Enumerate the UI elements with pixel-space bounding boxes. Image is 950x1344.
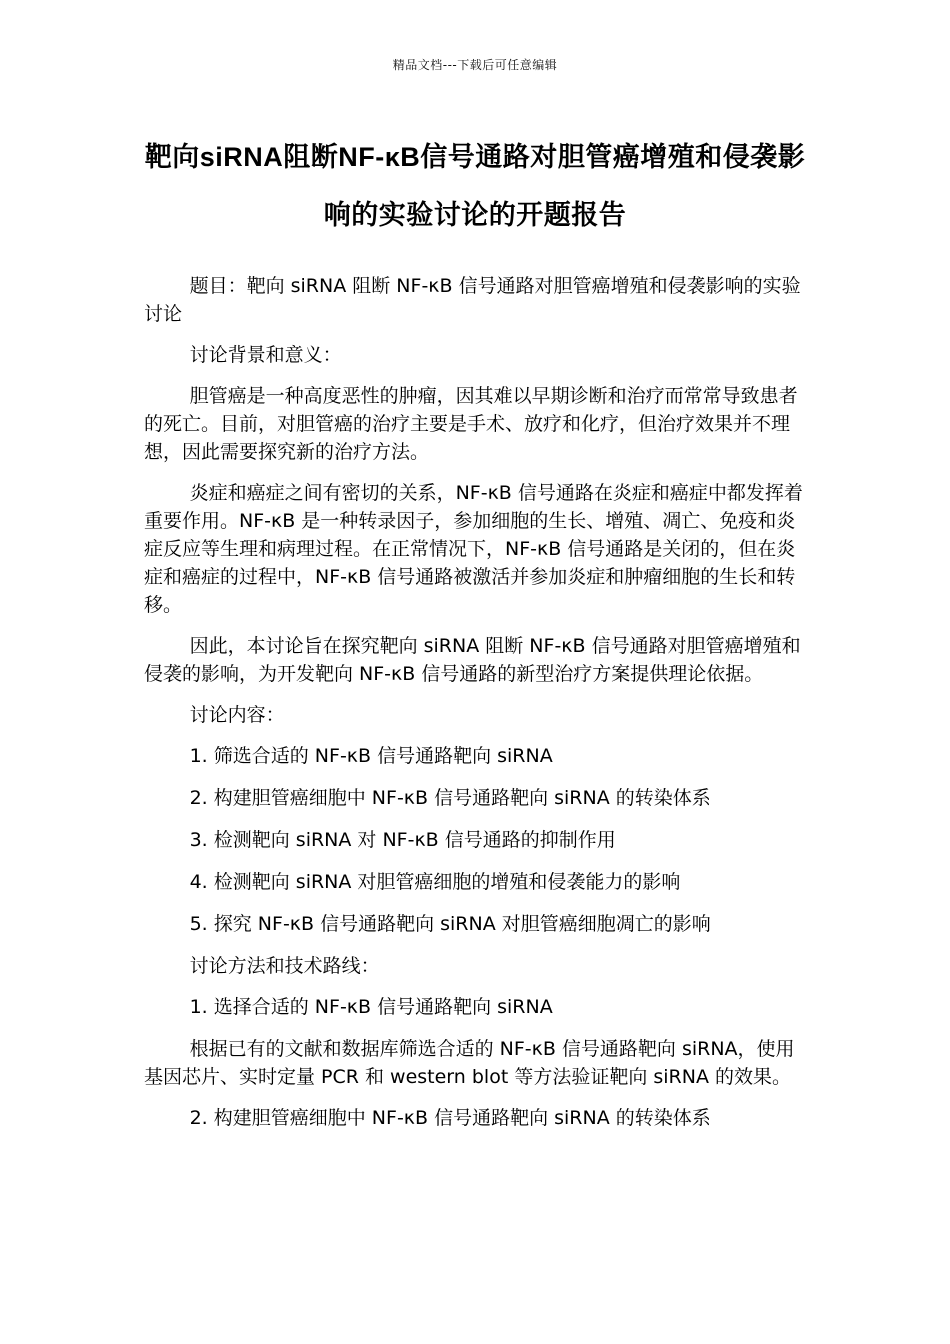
background-paragraph: 胆管癌是一种高度恶性的肿瘤，因其难以早期诊断和治疗而常常导致患者的死亡。目前，对胆管癌的治疗主要是手术、放疗和化疗，但治疗效果并不理想，因此需要探究新的治疗方法。 — [144, 385, 798, 463]
content-list-item: 4. 检测靶向 siRNA 对胆管癌细胞的增殖和侵袭能力的影响 — [189, 871, 681, 893]
content-list-item: 2. 构建胆管癌细胞中 NF-κB 信号通路靶向 siRNA 的转染体系 — [189, 787, 711, 809]
topic-paragraph: 题目：靶向 siRNA 阻断 NF-κB 信号通路对胆管癌增殖和侵袭影响的实验讨论 — [144, 275, 801, 325]
document-title: 靶向siRNA阻断NF-κB信号通路对胆管癌增殖和侵袭影响的实验讨论的开题报告 — [144, 142, 806, 230]
methods-list-item: 1. 选择合适的 NF-κB 信号通路靶向 siRNA — [189, 996, 553, 1018]
background-paragraph: 炎症和癌症之间有密切的关系，NF-κB 信号通路在炎症和癌症中都发挥着重要作用。NF-κB 是一种转录因子，参加细胞的生长、增殖、凋亡、免疫和炎症反应等生理和病理过程。在正常情况下，NF-κB 信号通路是关闭的，但在炎症和癌症的过程中，NF-κB 信号通路被激活并参加炎症和肿瘤细胞的生长和转移。 — [144, 482, 803, 616]
methods-paragraph: 根据已有的文献和数据库筛选合适的 NF-κB 信号通路靶向 siRNA，使用基因芯片、实时定量 PCR 和 western blot 等方法验证靶向 siRNA 的效果。 — [144, 1038, 795, 1088]
content-list-item: 5. 探究 NF-κB 信号通路靶向 siRNA 对胆管癌细胞凋亡的影响 — [189, 913, 711, 935]
section-heading-background: 讨论背景和意义： — [189, 344, 342, 366]
content-list-item: 3. 检测靶向 siRNA 对 NF-κB 信号通路的抑制作用 — [189, 829, 616, 851]
background-paragraph: 因此，本讨论旨在探究靶向 siRNA 阻断 NF-κB 信号通路对胆管癌增殖和侵袭的影响，为开发靶向 NF-κB 信号通路的新型治疗方案提供理论依据。 — [144, 635, 801, 685]
section-heading-methods: 讨论方法和技术路线： — [189, 955, 380, 977]
document-body — [144, 272, 812, 1146]
methods-list-item: 2. 构建胆管癌细胞中 NF-κB 信号通路靶向 siRNA 的转染体系 — [189, 1107, 711, 1129]
page-header-note: 精品文档---下载后可任意编辑 — [392, 58, 558, 72]
content-list-item: 1. 筛选合适的 NF-κB 信号通路靶向 siRNA — [189, 745, 553, 767]
section-heading-content: 讨论内容： — [189, 704, 285, 726]
